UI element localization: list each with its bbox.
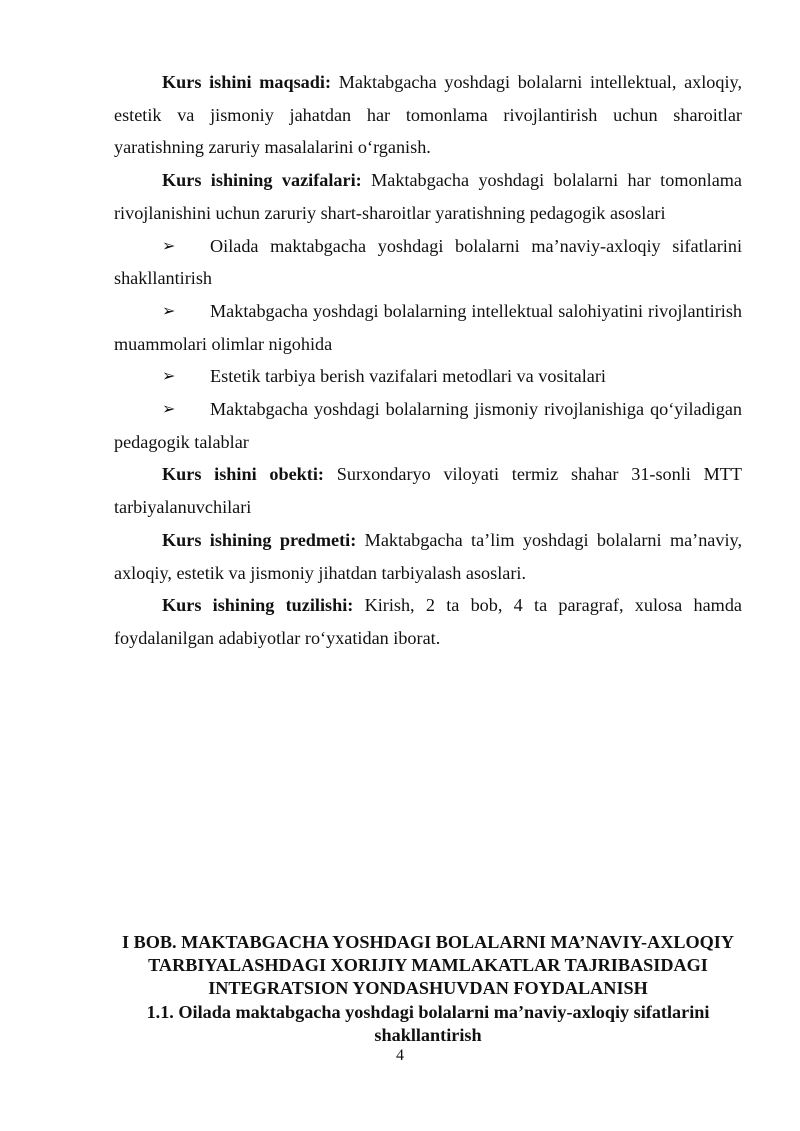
bullet-text-3: Estetik tarbiya berish vazifalari metodlari va vositalari: [210, 366, 606, 387]
chapter-heading: I BOB. MAKTABGACHA YOSHDAGI BOLALARNI MA’NAVIY-AXLOQIY TARBIYALASHDAGI XORIJIY MAMLAKATLAR TAJRIBASIDAGI INTEGRATSION YONDASHUVDAN FOYDALANISH: [121, 932, 735, 998]
bullet-item-2: [114, 295, 742, 360]
arrow-bullet-icon: ➢: [162, 302, 176, 320]
subject-text: Maktabgacha ta’lim yoshdagi bolalarni ma’naviy, axloqiy, estetik va jismoniy jihatdan tarbiyalash asoslari.: [114, 529, 742, 583]
arrow-bullet-icon: ➢: [162, 368, 176, 386]
tasks-label: Kurs ishining vazifalari:: [162, 170, 362, 191]
goal-label: Kurs ishini maqsadi:: [162, 72, 332, 92]
bullet-item-1: [114, 230, 742, 295]
bullet-item-4: [114, 393, 742, 458]
subject-label: Kurs ishining predmeti:: [162, 529, 357, 550]
bullet-item-3: [114, 360, 742, 393]
bullet-text-4: Maktabgacha yoshdagi bolalarning jismoniy rivojlanishiga qo‘yiladigan pedagogik talablar: [114, 399, 742, 452]
object-text: Surxondaryo viloyati termiz shahar 31-sonli MTT tarbiyalanuvchilari: [114, 464, 742, 518]
structure-label: Kurs ishining tuzilishi:: [162, 595, 354, 616]
subject-paragraph: [114, 524, 742, 589]
page-number: 4: [396, 1047, 404, 1064]
bullet-text-2: Maktabgacha yoshdagi bolalarning intellektual salohiyatini rivojlantirish muammolari olimlar nigohida: [114, 300, 742, 354]
arrow-bullet-icon: ➢: [162, 401, 176, 419]
goal-text: Maktabgacha yoshdagi bolalarni intellektual, axloqiy, estetik va jismoniy jahatdan har tomonlama rivojlantirish uchun sharoitlar yaratishning zaruriy masalalarini o‘rganish.: [114, 72, 743, 158]
structure-text: Kirish, 2 ta bob, 4 ta paragraf, xulosa hamda foydalanilgan adabiyotlar ro‘yxatidan iborat.: [114, 595, 742, 648]
bullet-text-1: Oilada maktabgacha yoshdagi bolalarni ma’naviy-axloqiy sifatlarini shakllantirish: [114, 235, 742, 289]
tasks-paragraph: [114, 164, 742, 229]
object-paragraph: [114, 458, 742, 523]
structure-paragraph: [114, 589, 742, 654]
arrow-bullet-icon: ➢: [162, 237, 176, 255]
object-label: Kurs ishini obekti:: [162, 464, 324, 485]
goal-paragraph: [114, 66, 742, 164]
document-body: [114, 66, 742, 655]
section-heading: 1.1. Oilada maktabgacha yoshdagi bolalarni ma’naviy-axloqiy sifatlarini shakllantirish: [146, 1002, 710, 1045]
tasks-text: Maktabgacha yoshdagi bolalarni har tomonlama rivojlanishini uchun zaruriy shart-sharoitlar yaratishning pedagogik asoslari: [114, 170, 742, 223]
